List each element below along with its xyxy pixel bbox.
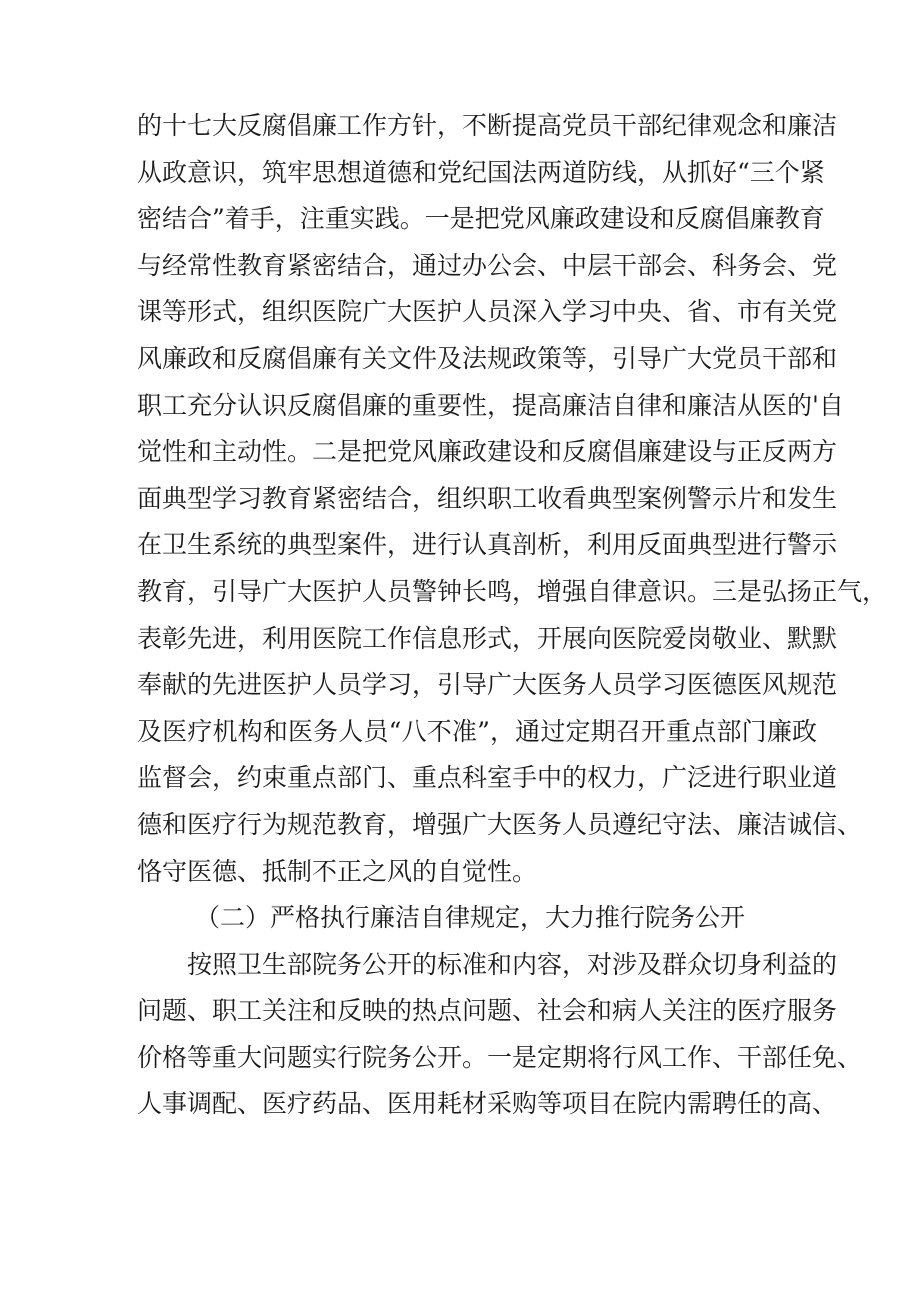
paragraph-line: 的十七大反腐倡廉工作方针，不断提高党员干部纪律观念和廉洁: [137, 111, 838, 140]
paragraph-line: 职工充分认识反腐倡廉的重要性，提高廉洁自律和廉洁从医的'自: [137, 390, 844, 420]
paragraph-line: 课等形式，组织医院广大医护人员深入学习中央、省、市有关党: [137, 297, 838, 327]
paragraph-line: 按照卫生部院务公开的标准和内容，对涉及群众切身利益的: [187, 949, 838, 979]
paragraph-line: 密结合”着手，注重实践。一是把党风廉政建设和反腐倡廉教育: [137, 204, 825, 234]
document-body: [137, 103, 888, 1128]
paragraph-line: 表彰先进，利用医院工作信息形式，开展向医院爱岗敬业、默默: [137, 623, 838, 653]
paragraph-line: 德和医疗行为规范教育，增强广大医务人员遵纪守法、廉洁诚信、: [137, 809, 863, 839]
paragraph-line: 觉性和主动性。二是把党风廉政建设和反腐倡廉建设与正反两方: [137, 437, 838, 467]
paragraph-line: 在卫生系统的典型案件，进行认真剖析，利用反面典型进行警示: [137, 530, 838, 560]
paragraph-line: 恪守医德、抵制不正之风的自觉性。: [137, 856, 538, 886]
paragraph-line: 风廉政和反腐倡廉有关文件及法规政策等，引导广大党员干部和: [137, 343, 838, 373]
paragraph-line: 教育，引导广大医护人员警钟长鸣，增强自律意识。三是弘扬正气，: [137, 576, 888, 606]
paragraph-line: 及医疗机构和医务人员“八不准”，通过定期召开重点部门廉政: [137, 716, 817, 746]
paragraph-line: 与经常性教育紧密结合，通过办公会、中层干部会、科务会、党: [137, 250, 838, 280]
paragraph-2: [137, 942, 863, 1128]
paragraph-1: [137, 103, 888, 895]
paragraph-line: 问题、职工关注和反映的热点问题、社会和病人关注的医疗服务: [137, 996, 838, 1026]
paragraph-line: 从政意识，筑牢思想道德和党纪国法两道防线，从抓好“三个紧: [137, 157, 825, 187]
paragraph-line: 面典型学习教育紧密结合，组织职工收看典型案例警示片和发生: [137, 483, 838, 513]
paragraph-line: 监督会，约束重点部门、重点科室手中的权力，广泛进行职业道: [137, 763, 838, 793]
paragraph-line: 奉献的先进医护人员学习，引导广大医务人员学习医德医风规范: [137, 670, 838, 700]
paragraph-line: 价格等重大问题实行院务公开。一是定期将行风工作、干部任免、: [137, 1042, 863, 1072]
paragraph-line: 人事调配、医疗药品、医用耗材采购等项目在院内需聘任的高、: [137, 1089, 838, 1119]
section-heading: （二）严格执行廉洁自律规定，大力推行院务公开: [195, 903, 746, 933]
